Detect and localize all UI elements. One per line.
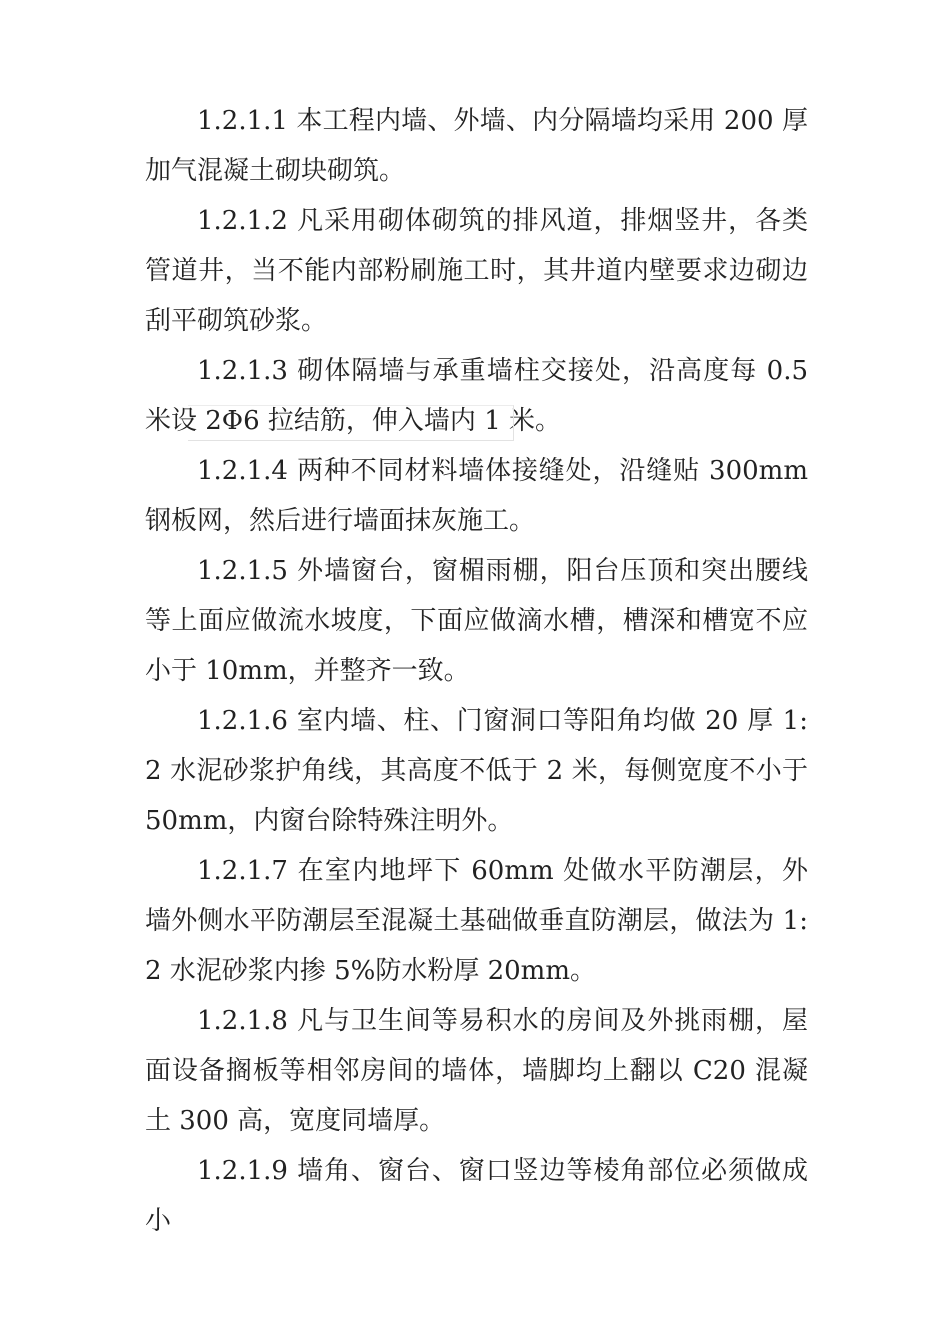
paragraph-1-2-1-4: 1.2.1.4 两种不同材料墙体接缝处，沿缝贴 300mm 钢板网，然后进行墙面抹灰施工。 xyxy=(145,456,808,536)
paragraph-1-2-1-3: 1.2.1.3 砌体隔墙与承重墙柱交接处，沿高度每 0.5 米设 2Φ6 拉结筋，伸入墙内 1 米。 xyxy=(145,356,808,436)
paragraph-1-2-1-2: 1.2.1.2 凡采用砌体砌筑的排风道，排烟竖井，各类管道井，当不能内部粉刷施工时，其井道内壁要求边砌边刮平砌筑砂浆。 xyxy=(145,206,808,336)
paragraph-1-2-1-8: 1.2.1.8 凡与卫生间等易积水的房间及外挑雨棚，屋面设备搁板等相邻房间的墙体，墙脚均上翻以 C20 混凝土 300 高，宽度同墙厚。 xyxy=(145,1006,808,1136)
paragraph-1-2-1-1: 1.2.1.1 本工程内墙、外墙、内分隔墙均采用 200 厚加气混凝土砌块砌筑。 xyxy=(145,106,808,186)
paragraph-1-2-1-7: 1.2.1.7 在室内地坪下 60mm 处做水平防潮层，外墙外侧水平防潮层至混凝土基础做垂直防潮层，做法为 1:2 水泥砂浆内掺 5%防水粉厚 20mm。 xyxy=(145,856,808,986)
paragraph-1-2-1-5: 1.2.1.5 外墙窗台，窗楣雨棚，阳台压顶和突出腰线等上面应做流水坡度，下面应做滴水槽，槽深和槽宽不应小于 10mm，并整齐一致。 xyxy=(145,556,808,686)
document-body xyxy=(145,96,808,1246)
paragraph-1-2-1-6: 1.2.1.6 室内墙、柱、门窗洞口等阳角均做 20 厚 1:2 水泥砂浆护角线，其高度不低于 2 米，每侧宽度不小于 50mm，内窗台除特殊注明外。 xyxy=(145,706,808,836)
paragraph-1-2-1-9: 1.2.1.9 墙角、窗台、窗口竖边等棱角部位必须做成小 xyxy=(145,1156,808,1236)
